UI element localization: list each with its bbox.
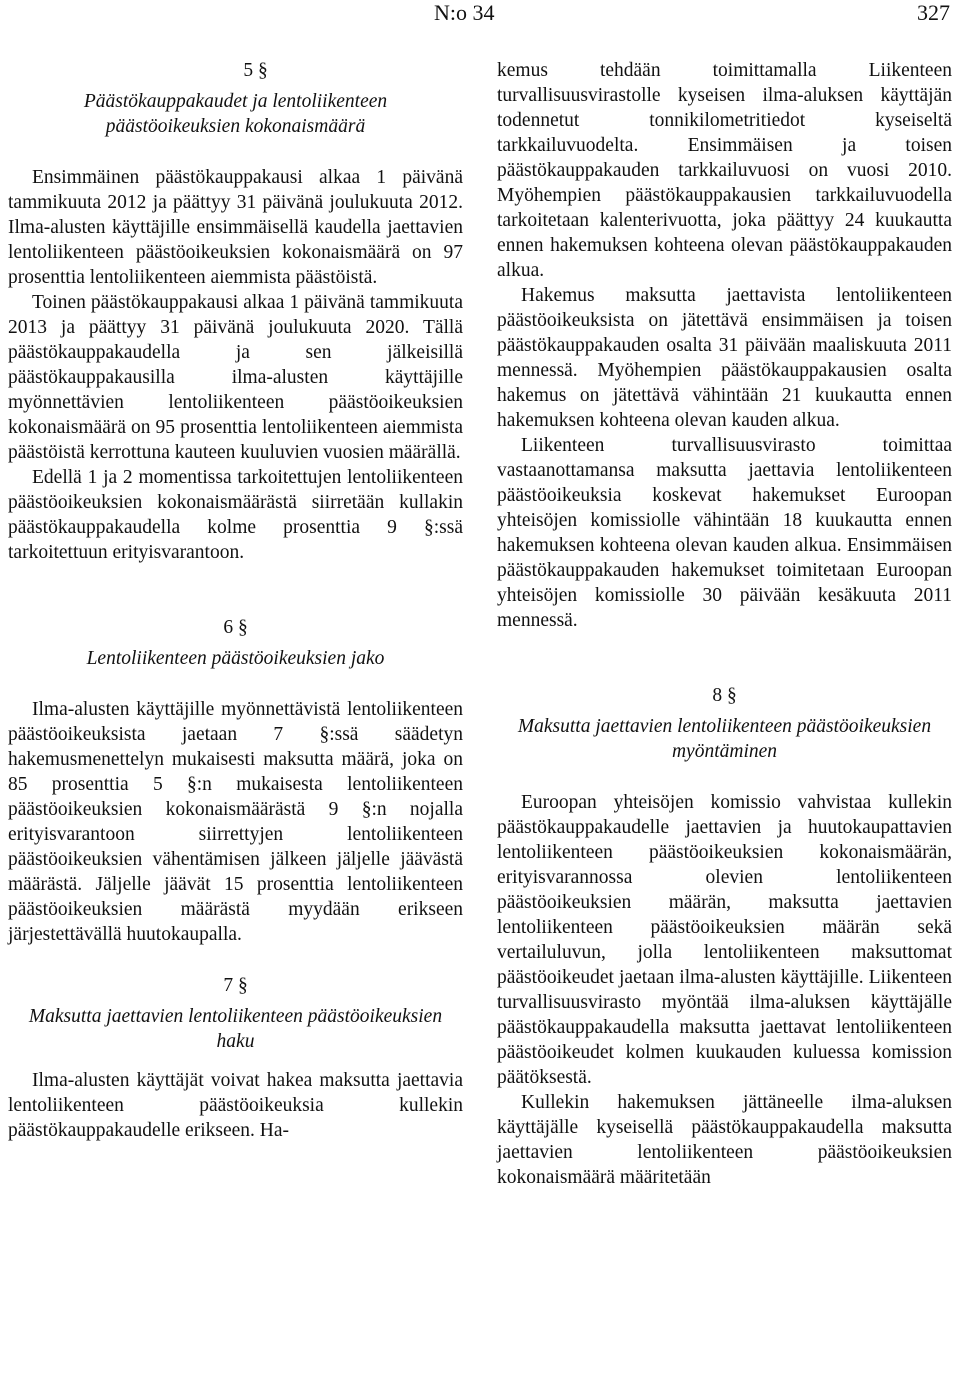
paragraph: Ilma-alusten käyttäjät voivat hakea maksutta jaettavia lentoliikenteen päästöoikeuksia kullekin päästökauppakaudelle erikseen. Ha-	[8, 1070, 463, 1141]
right-column	[497, 58, 952, 1190]
section-title: Maksutta jaettavien lentoliikenteen päästöoikeuksien haku	[28, 1006, 443, 1052]
section-5	[8, 58, 463, 565]
section-title: Päästökauppakaudet ja lentoliikenteen päästöoikeuksien kokonaismäärä	[83, 91, 388, 137]
paragraph: Toinen päästökauppakausi alkaa 1 päivänä tammikuuta 2013 ja päättyy 31 päivänä joulukuuta 2020. Tällä päästökauppakaudella ja sen jälkeisillä päästökauppakausilla ilma-alusten käyttäjille myönnettävien lentoliikenteen päästöoikeuksien kokonaismäärä on 95 prosenttia lentoliikenteen aiemmista päästöistä kerrottuna kauteen kuuluvien vuosien määrällä.	[8, 292, 463, 463]
section-number: 6 §	[223, 617, 248, 638]
issue-number: N:o 34	[434, 0, 495, 25]
paragraph: Euroopan yhteisöjen komissio vahvistaa kullekin päästökauppakaudelle jaettavien ja huutokaupattavien lentoliikenteen päästöoikeuksien kokonaismäärän, erityisvarannossa olevien lentoliikenteen päästöoikeuksien määrän, maksutta jaettavien lentoliikenteen päästöoikeuksien määrän sekä vertailuluvun, jolla lentoliikenteen maksuttomat päästöoikeudet jaetaan ilma-alusten käyttäjille. Liikenteen turvallisuusvirasto myöntää ilma-aluksen käyttäjälle päästökauppakaudella maksutta jaettavat lentoliikenteen päästöoikeudet kolmen kuukauden kuluessa komission päätöksestä.	[497, 792, 952, 1088]
section-6	[8, 615, 463, 947]
paragraph: Hakemus maksutta jaettavista lentoliikenteen päästöoikeuksista on jätettävä ensimmäisen ja toisen päästökauppakauden osalta 31 päivään maaliskuuta 2011 mennessä. Myöhempien päästökauppakausien osalta hakemus on jätettävä vähintään 21 kuukautta ennen hakemuksen kohteena olevan kauden alkua.	[497, 285, 952, 431]
section-number: 5 §	[243, 60, 268, 81]
paragraph: Kullekin hakemuksen jättäneelle ilma-aluksen käyttäjälle kyseisellä päästökauppakaudella maksutta jaettavien lentoliikenteen päästöoikeuksien kokonaismäärä määritetään	[497, 1092, 952, 1188]
section-title: Maksutta jaettavien lentoliikenteen päästöoikeuksien myöntäminen	[517, 716, 932, 762]
paragraph: Edellä 1 ja 2 momentissa tarkoitettujen lentoliikenteen päästöoikeuksien kokonaismäärästä siirretään kullakin päästökauppakaudella kolme prosenttia 9 §:ssä tarkoitettuun erityisvarantoon.	[8, 467, 463, 563]
section-8	[497, 683, 952, 1190]
paragraph: Liikenteen turvallisuusvirasto toimittaa vastaanottamansa maksutta jaettavia lentoliikenteen päästöoikeuksia koskevat hakemukset Euroopan yhteisöjen komissiolle vähintään 18 kuukautta ennen hakemuksen kohteena olevan kauden alkua. Ensimmäisen päästökauppakauden hakemukset toimitetaan Euroopan yhteisöjen komissiolle 30 päivään kesäkuuta 2011 mennessä.	[497, 435, 952, 631]
left-column	[8, 58, 463, 1143]
section-number: 7 §	[223, 975, 248, 996]
section-number: 8 §	[712, 685, 737, 706]
paragraph: Ilma-alusten käyttäjille myönnettävistä lentoliikenteen päästöoikeuksista jaetaan 7 §:ssä säädetyn hakemusmenettelyn mukaisesti maksutta määrä, joka on 85 prosenttia 5 §:n mukaisesta lentoliikenteen päästöoikeuksien kokonaismäärästä 9 §:n nojalla erityisvarantoon siirrettyjen lentoliikenteen päästöoikeuksien vähentämisen jälkeen jäljelle jäävästä määrästä. Jäljelle jäävät 15 prosenttia lentoliikenteen päästöoikeuksien määrästä myydään erikseen järjestettävällä huutokaupalla.	[8, 699, 463, 945]
section-title: Lentoliikenteen päästöoikeuksien jako	[86, 648, 385, 669]
section-7	[8, 973, 463, 1143]
section-7-continued	[497, 58, 952, 633]
page-number: 327	[917, 0, 950, 25]
paragraph: kemus tehdään toimittamalla Liikenteen turvallisuusvirastolle kyseisen ilma-aluksen käyttäjän todennetut tonnikilometritiedot kyseiseltä tarkkailuvuodelta. Ensimmäisen ja toisen päästökauppakauden tarkkailuvuosi on vuosi 2010. Myöhempien päästökauppakausien tarkkailuvuodella tarkoitetaan kalenterivuotta, joka päättyy 24 kuukautta ennen hakemuksen kohteena olevan päästökauppakauden alkua.	[497, 60, 952, 281]
paragraph: Ensimmäinen päästökauppakausi alkaa 1 päivänä tammikuuta 2012 ja päättyy 31 päivänä joulukuuta 2012. Ilma-alusten käyttäjille ensimmäisellä kaudella jaettavien lentoliikenteen päästöoikeuksien kokonaismäärä on 97 prosenttia lentoliikenteen aiemmista päästöistä.	[8, 167, 463, 288]
